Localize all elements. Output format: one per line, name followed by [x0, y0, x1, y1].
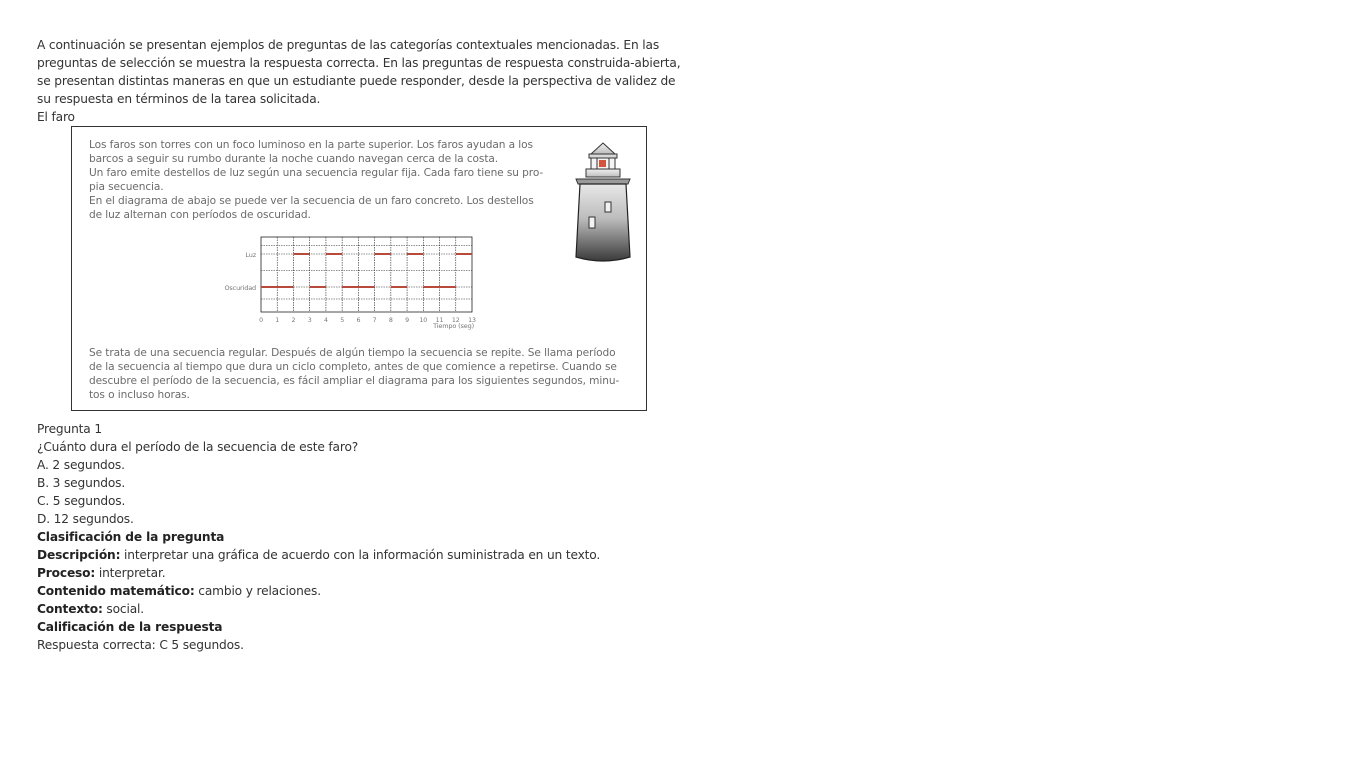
section-title: El faro [37, 110, 75, 124]
figure-text-line: de la secuencia al tiempo que dura un ciclo completo, antes de que comience a repetirse. Cuando se [89, 361, 617, 373]
process-label: Proceso: [37, 566, 96, 580]
x-tick-label: 3 [307, 317, 312, 324]
y-label-oscuridad: Oscuridad [224, 284, 256, 292]
x-tick-label: 1 [275, 317, 280, 324]
content-value: cambio y relaciones. [194, 584, 321, 598]
light-sequence-chart [212, 233, 482, 333]
x-axis-label: Tiempo (seg) [433, 322, 474, 330]
x-tick-label: 13 [468, 317, 476, 324]
x-tick-label: 9 [405, 317, 410, 324]
correct-answer: Respuesta correcta: C 5 segundos. [37, 638, 244, 652]
figure-text-line: En el diagrama de abajo se puede ver la secuencia de un faro concreto. Los destellos [89, 195, 534, 207]
option-a: A. 2 segundos. [37, 458, 125, 472]
question-label: Pregunta 1 [37, 422, 102, 436]
x-tick-label: 2 [291, 317, 296, 324]
lighthouse-illustration [570, 141, 640, 269]
description-label: Descripción: [37, 548, 121, 562]
figure-top-text [89, 138, 559, 222]
x-tick-label: 11 [435, 317, 444, 324]
chart-grid [261, 237, 472, 312]
figure-text-line: Un faro emite destellos de luz según una secuencia regular fija. Cada faro tiene su pro- [89, 167, 544, 179]
figure-text-line: tos o incluso horas. [89, 389, 190, 401]
figure-bottom-text [89, 346, 634, 402]
x-tick-label: 4 [323, 317, 328, 324]
figure-text-line: barcos a seguir su rumbo durante la noche cuando navegan cerca de la costa. [89, 153, 499, 165]
x-tick-label: 5 [340, 317, 345, 324]
x-tick-label: 0 [259, 317, 263, 324]
option-c: C. 5 segundos. [37, 494, 126, 508]
x-tick-label: 7 [372, 317, 377, 324]
x-tick-label: 8 [388, 317, 393, 324]
intro-paragraph: A continuación se presentan ejemplos de preguntas de las categorías contextuales mencionadas. En las preguntas de selección se muestra la respuesta correcta. En las preguntas de respuesta construida-abierta, se presentan distintas maneras en que un estudiante puede responder, desde la perspectiva de validez de su respuesta en términos de la tarea solicitada. [37, 38, 681, 106]
figure-text-line: Se trata de una secuencia regular. Después de algún tiempo la secuencia se repite. Se llama período [89, 347, 616, 359]
document-body [37, 36, 687, 654]
context-row [37, 600, 687, 618]
figure-text-line: Los faros son torres con un foco luminoso en la parte superior. Los faros ayudan a los [89, 139, 533, 151]
question-text: ¿Cuánto dura el período de la secuencia de este faro? [37, 440, 359, 454]
process-value: interpretar. [95, 566, 166, 580]
figure-text-line: pia secuencia. [89, 181, 164, 193]
x-tick-label: 12 [451, 317, 460, 324]
grading-heading: Calificación de la respuesta [37, 620, 223, 634]
option-b: B. 3 segundos. [37, 476, 126, 490]
chart-frame [261, 237, 472, 312]
process-row [37, 564, 687, 582]
content-row [37, 582, 687, 600]
description-row [37, 546, 687, 564]
x-tick-label: 10 [419, 317, 428, 324]
context-label: Contexto: [37, 602, 103, 616]
content-label: Contenido matemático: [37, 584, 195, 598]
classification-heading: Clasificación de la pregunta [37, 530, 225, 544]
option-d: D. 12 segundos. [37, 512, 134, 526]
x-tick-label: 6 [356, 317, 361, 324]
figure-text-line: descubre el período de la secuencia, es fácil ampliar el diagrama para los siguientes segundos, minu- [89, 375, 620, 387]
lighthouse-figure [71, 126, 647, 411]
figure-text-line: de luz alternan con períodos de oscuridad. [89, 209, 311, 221]
y-label-luz: Luz [245, 251, 256, 259]
description-value: interpretar una gráfica de acuerdo con la información suministrada en un texto. [120, 548, 601, 562]
context-value: social. [102, 602, 144, 616]
